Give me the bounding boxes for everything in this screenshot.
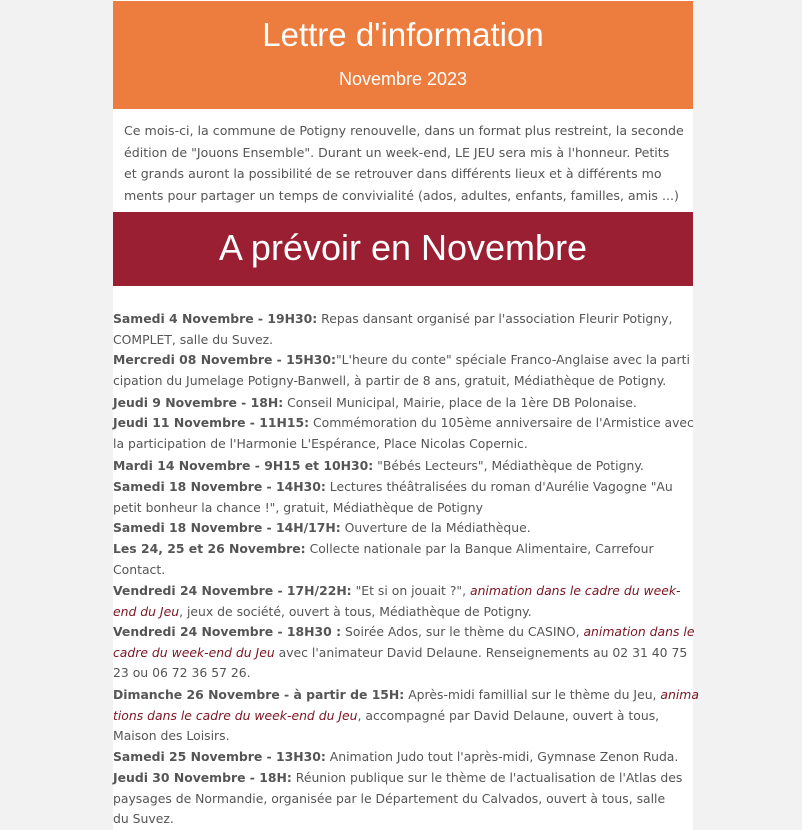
intro-line: et grands auront la possibilité de se retrouver dans différents lieux et à différents mo [124,166,662,181]
event-highlight: anima [660,687,699,702]
newsletter-title: Lettre d'information [262,16,544,53]
event-text: , jeux de société, ouvert à tous, Médiathèque de Potigny. [179,603,532,619]
event-item [113,456,695,477]
event-date: Jeudi 11 Novembre - 11H15: [113,415,310,430]
newsletter [113,0,699,830]
event-item [113,539,695,580]
event-text: Repas dansant organisé par l'association Fleurir Potigny, [317,311,673,326]
intro-paragraph [124,120,690,206]
event-date: Vendredi 24 Novembre - 18H30 : [113,624,342,639]
event-date: Les 24, 25 et 26 Novembre: [113,541,306,556]
event-highlight: end du Jeu [113,603,180,619]
intro-line: édition de "Jouons Ensemble". Durant un week-end, LE JEU sera mis à l'honneur. Petits [124,144,670,160]
event-item [113,477,695,518]
event-text: "Bébés Lecteurs", Médiathèque de Potigny. [373,458,644,473]
event-text: petit bonheur la chance !", gratuit, Médiathèque de Potigny [113,499,483,515]
event-text: Maison des Loisirs. [113,728,230,744]
event-date: Mardi 14 Novembre - 9H15 et 10H30: [113,458,374,473]
event-date: Samedi 18 Novembre - 14H/17H: [113,520,341,535]
event-text: 23 ou 06 72 36 57 26. [113,665,251,681]
event-item [113,685,699,747]
event-item [113,413,695,454]
event-text: paysages de Normandie, organisée par le Département du Calvados, ouvert à tous, salle [113,790,666,806]
event-date: Jeudi 30 Novembre - 18H: [113,770,292,785]
event-text: , accompagné par David Delaune, ouvert à tous, [357,707,660,723]
event-date: Dimanche 26 Novembre - à partir de 15H: [113,687,405,702]
event-text: Réunion publique sur le thème de l'actualisation de l'Atlas des [291,770,683,785]
event-item [113,350,695,391]
event-date: Vendredi 24 Novembre - 17H/22H: [113,583,352,598]
section-banner [113,212,693,286]
event-text: "L'heure du conte" spéciale Franco-Anglaise avec la parti [335,352,690,367]
event-text: Animation Judo tout l'après-midi, Gymnase Zenon Ruda. [325,749,679,764]
event-date: Jeudi 9 Novembre - 18H: [113,395,284,410]
event-date: Samedi 4 Novembre - 19H30: [113,311,318,326]
event-text: Commémoration du 105ème anniversaire de l'Armistice avec [309,415,694,430]
event-item [113,309,695,350]
event-text: "Et si on jouait ?", [351,583,470,598]
event-item [113,518,695,539]
event-text: Après-midi famillial sur le thème du Jeu, [404,687,661,702]
event-text: la participation de l'Harmonie L'Espérance, Place Nicolas Copernic. [113,435,528,451]
event-item [113,747,695,768]
event-text: Lectures théâtralisées du roman d'Aurélie Vagogne "Au [325,479,673,494]
event-text: Conseil Municipal, Mairie, place de la 1ère DB Polonaise. [283,395,637,410]
event-item [113,581,695,622]
intro-line: ments pour partager un temps de convivialité (ados, adultes, enfants, familles, amis ...) [124,187,679,203]
event-item [113,622,695,684]
event-item [113,768,695,830]
event-text: COMPLET, salle du Suvez. [113,331,274,347]
event-text: Contact. [113,561,166,577]
event-text: Collecte nationale par la Banque Alimentaire, Carrefour [305,541,654,556]
event-item [113,393,695,414]
event-highlight: animation dans le [583,624,695,639]
event-highlight: animation dans le cadre du week- [469,583,681,598]
event-highlight: cadre du week-end du Jeu [113,644,275,660]
newsletter-date: Novembre 2023 [338,69,468,89]
section-title: A prévoir en Novembre [218,227,588,268]
event-text: avec l'animateur David Delaune. Renseignements au 02 31 40 75 [274,644,688,660]
event-text: du Suvez. [113,811,174,827]
event-text: Ouverture de la Médiathèque. [340,520,531,535]
event-date: Samedi 18 Novembre - 14H30: [113,479,326,494]
event-text: Soirée Ados, sur le thème du CASINO, [341,624,584,639]
event-highlight: tions dans le cadre du week-end du Jeu [113,707,358,723]
intro-line: Ce mois-ci, la commune de Potigny renouvelle, dans un format plus restreint, la seconde [124,123,684,138]
event-text: cipation du Jumelage Potigny-Banwell, à partir de 8 ans, gratuit, Médiathèque de Potigny. [113,372,667,388]
event-date: Mercredi 08 Novembre - 15H30: [113,352,336,367]
newsletter-header [113,1,693,109]
event-date: Samedi 25 Novembre - 13H30: [113,749,326,764]
